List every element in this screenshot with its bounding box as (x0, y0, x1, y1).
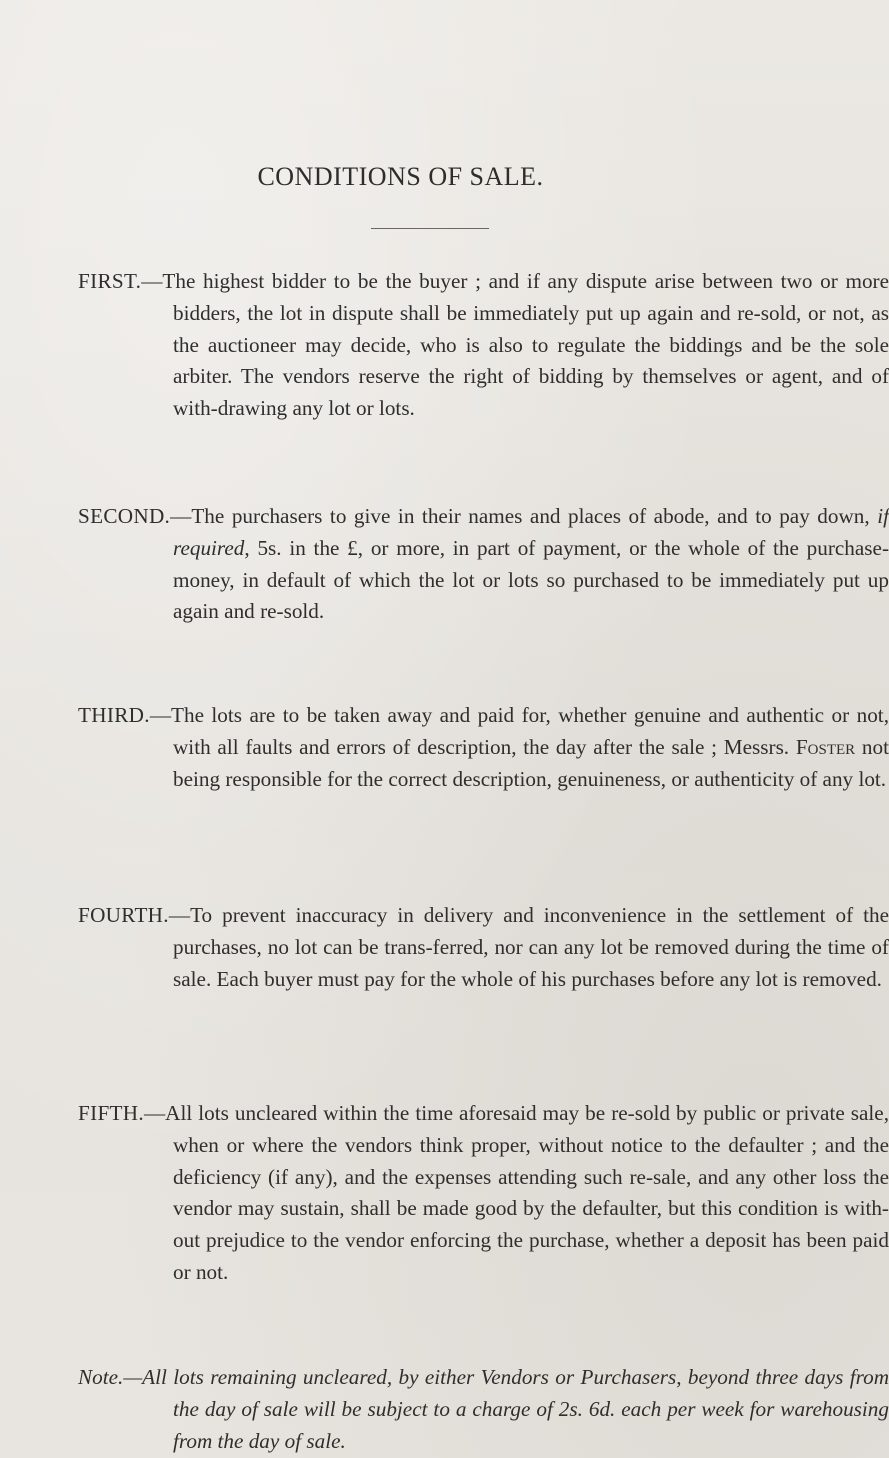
condition-text-smallcaps: Foster (795, 734, 856, 759)
condition-text: —To prevent inaccuracy in delivery and inconvenience in the settlement of the purchases, no lot can be trans-ferred, nor can any lot be removed during the time of sale. Each buyer must pay for the whole of his purchases before any lot is removed. (168, 903, 889, 991)
note-text: —All lots remaining uncleared, by either Vendors or Purchasers, beyond three days from the day of sale will be subject to a charge of 2s. 6d. each per week for warehousing from the day of sale. (123, 1365, 889, 1453)
condition-lead: SECOND. (78, 504, 171, 528)
condition-first (78, 266, 889, 425)
page-title: CONDITIONS OF SALE. (257, 162, 544, 191)
condition-text: —The highest bidder to be the buyer ; and if any dispute arise between two or more bidders, the lot in dispute shall be immediately put up again and re-sold, or not, as the auctioneer may decide, who is also to regulate the biddings and be the sole arbiter. The vendors reserve the right of bidding by themselves or agent, and of with-drawing any lot or lots. (141, 269, 889, 421)
title-rule-divider (371, 228, 489, 229)
condition-lead: FIRST. (78, 269, 142, 293)
condition-third (78, 700, 889, 795)
condition-fifth (78, 1098, 889, 1289)
condition-fourth (78, 900, 889, 995)
condition-text: —The lots are to be taken away and paid for, whether genuine and authentic or not, with all faults and errors of description, the day after the sale ; Messrs. (149, 703, 889, 759)
condition-lead: FIFTH. (78, 1101, 144, 1125)
condition-text: not being responsible for the correct description, genuineness, or authenticity of any lot. (173, 734, 889, 791)
note-paragraph (78, 1362, 889, 1457)
note-lead: Note. (78, 1365, 124, 1389)
condition-text-italic: if required (173, 504, 889, 560)
condition-second (78, 501, 889, 628)
condition-lead: THIRD. (78, 703, 150, 727)
condition-text: , 5s. in the £, or more, in part of payment, or the whole of the purchase-money, in default of which the lot or lots so purchased to be immediately put up again and re-sold. (173, 535, 889, 624)
condition-lead: FOURTH. (78, 903, 169, 927)
condition-text: —The purchasers to give in their names and places of abode, and to pay down, (170, 504, 878, 528)
condition-text: —All lots uncleared within the time aforesaid may be re-sold by public or private sale, when or where the vendors think proper, without notice to the defaulter ; and the deficiency (if any), and the expenses attending such re-sale, and any other loss the vendor may sustain, shall be made good by the defaulter, but this condition is with-out prejudice to the vendor enforcing the purchase, whether a deposit has been paid or not. (143, 1101, 889, 1284)
